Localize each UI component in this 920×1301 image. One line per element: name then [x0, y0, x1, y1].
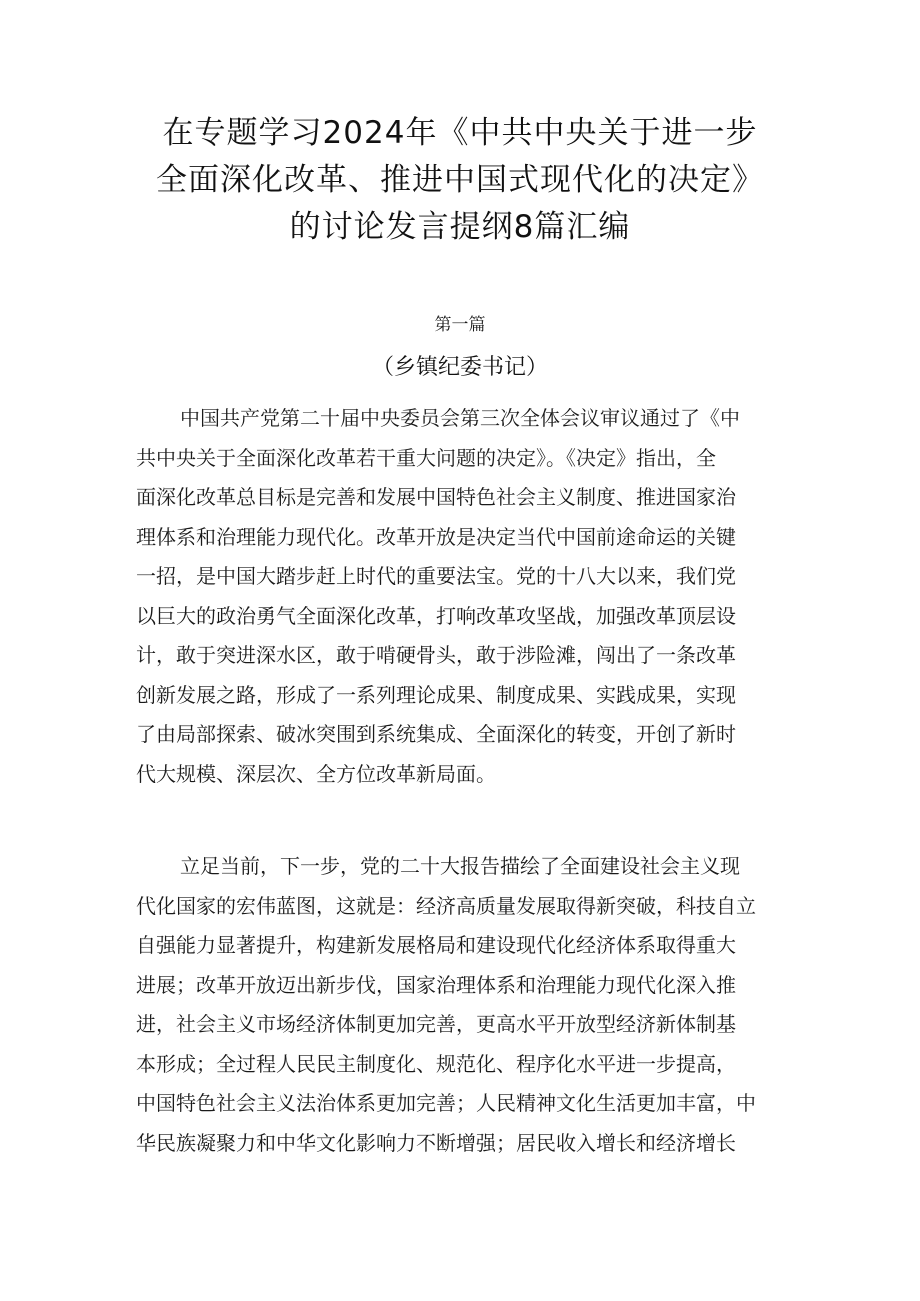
paragraph-line: 进，社会主义市场经济体制更加完善，更高水平开放型经济新体制基 — [136, 1012, 736, 1036]
paragraph-line: 华民族凝聚力和中华文化影响力不断增强；居民收入增长和经济增长 — [136, 1130, 736, 1155]
title-line: 全面深化改革、推进中国式现代化的决定》 — [156, 162, 764, 198]
paragraph-line: 自强能力显著提升，构建新发展格局和建设现代化经济体系取得重大 — [136, 933, 736, 957]
paragraph-line: 以巨大的政治勇气全面深化改革，打响改革攻坚战，加强改革顶层设 — [136, 603, 736, 628]
paragraph-line: 中国共产党第二十届中央委员会第三次全体会议审议通过了《中 — [180, 406, 740, 430]
paragraph-line: 理体系和治理能力现代化。改革开放是决定当代中国前途命运的关键 — [136, 524, 736, 549]
paragraph-line: 共中央关于全面深化改革若干重大问题的决定》。《决定》指出，全 — [136, 445, 716, 470]
title-line: 的讨论发言提纲8篇汇编 — [289, 209, 631, 245]
paragraph-2 — [136, 847, 786, 1163]
section-label: 第一篇 — [434, 315, 486, 335]
paragraph-1 — [136, 399, 786, 794]
paragraph-line: 代大规模、深层次、全方位改革新局面。 — [136, 761, 496, 786]
document-title — [60, 110, 860, 251]
title-line: 在专题学习2024年《中共中央关于进一步 — [162, 115, 758, 151]
paragraph-line: 立足当前，下一步，党的二十大报告描绘了全面建设社会主义现 — [180, 854, 740, 878]
section-subtitle: （乡镇纪委书记） — [371, 355, 548, 380]
paragraph-line: 本形成；全过程人民民主制度化、规范化、程序化水平进一步提高， — [136, 1051, 736, 1076]
paragraph-line: 中国特色社会主义法治体系更加完善；人民精神文化生活更加丰富，中 — [136, 1091, 756, 1115]
paragraph-line: 创新发展之路，形成了一系列理论成果、制度成果、实践成果，实现 — [136, 682, 736, 707]
paragraph-line: 计，敢于突进深水区，敢于啃硬骨头，敢于涉险滩，闯出了一条改革 — [136, 643, 736, 667]
paragraph-line: 一招，是中国大踏步赶上时代的重要法宝。党的十八大以来，我们党 — [136, 564, 736, 588]
paragraph-line: 了由局部探索、破冰突围到系统集成、全面深化的转变，开创了新时 — [136, 722, 736, 746]
paragraph-line: 代化国家的宏伟蓝图，这就是：经济高质量发展取得新突破，科技自立 — [136, 893, 756, 918]
paragraph-line: 面深化改革总目标是完善和发展中国特色社会主义制度、推进国家治 — [136, 485, 736, 509]
paragraph-line: 进展；改革开放迈出新步伐，国家治理体系和治理能力现代化深入推 — [136, 972, 736, 997]
